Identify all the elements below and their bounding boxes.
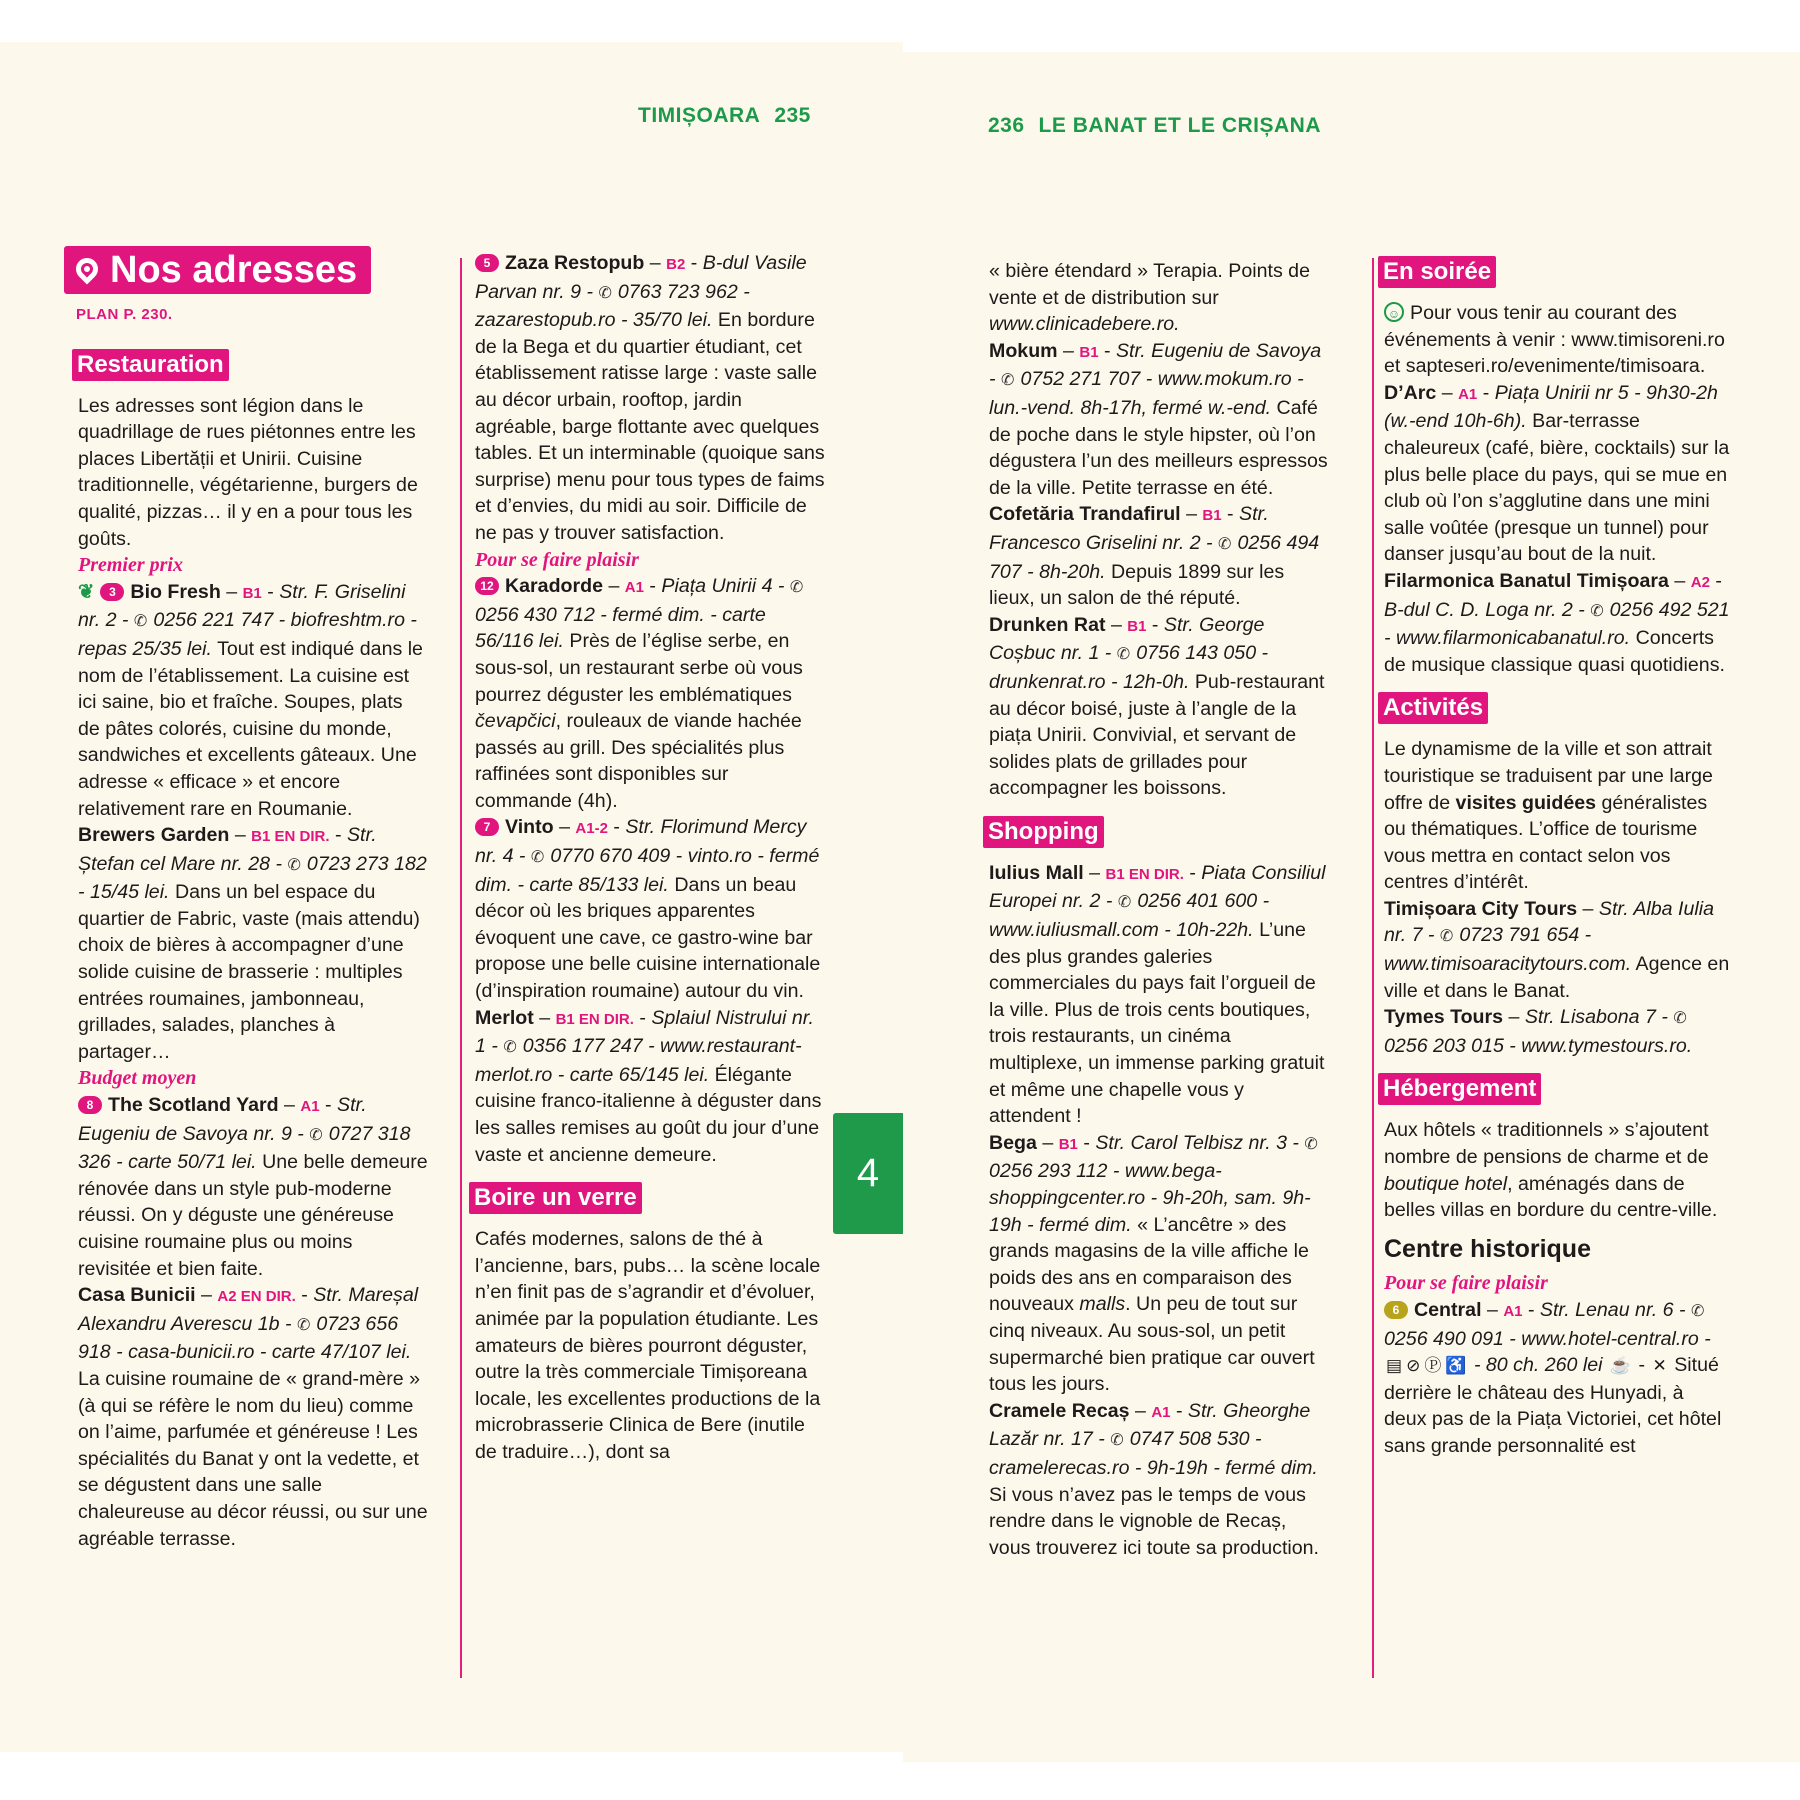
phone-icon: ✆ bbox=[1439, 928, 1454, 946]
map-number: 5 bbox=[475, 254, 499, 272]
chapter-title: TIMIȘOARA bbox=[638, 104, 761, 127]
breakfast-icon: ☕ bbox=[1609, 1356, 1632, 1376]
map-number: 7 bbox=[475, 818, 499, 836]
price-category: Premier prix bbox=[78, 554, 183, 577]
leaf-icon: ❦ bbox=[78, 580, 95, 603]
column-2 bbox=[475, 250, 825, 1466]
section-heading: Shopping bbox=[983, 816, 1104, 848]
column-1 bbox=[78, 246, 428, 1552]
chapter-title: LE BANAT ET LE CRIȘANA bbox=[1038, 114, 1321, 137]
listing-central: 6 Central – A1 - Str. Lenau nr. 6 - ✆ 0256 490 091 - www.hotel-central.ro - ▤ ⊘ Ⓟ ♿ - 80 ch. 260 lei ☕ - ✕ Situé derrière le château des Hunyadi, à deux pas de la Piața Victoriei, cet hôtel sans grande personnalité est bbox=[1384, 1299, 1722, 1457]
page-number: 235 bbox=[774, 104, 811, 127]
phone-icon: ✆ bbox=[530, 849, 545, 867]
listing-brewers-garden: Brewers Garden – B1 EN DIR. - Str. Ștefan cel Mare nr. 28 - ✆ 0723 273 182 - 15/45 lei. Dans un bel espace du quartier de Fabric, vaste (mais attendu) choix de bières à accompagner d’une solide cuisine de brasserie : multiples entrées roumaines, jambonneau, grillades, salades, planches à partager… bbox=[78, 824, 427, 1063]
no-smoking-icon: ⊘ bbox=[1406, 1356, 1421, 1376]
listing-casa-bunicii: Casa Bunicii – A2 EN DIR. - Str. Mareșal Alexandru Averescu 1b - ✆ 0723 656 918 - casa-bunicii.ro - carte 47/107 lei. La cuisine roumaine de « grand-mère » (à qui se réfère le nom du lieu) comme on l’aime, parfumée et généreuse ! Les spécialités du Banat y ont la vedette, et se dégustent dans une salle chaleureuse au décor réussi, ou sur une agréable terrasse. bbox=[78, 1284, 428, 1550]
listing-cramele-recas: Cramele Recaș – A1 - Str. Gheorghe Lazăr nr. 17 - ✆ 0747 508 530 - cramelerecas.ro - 9h-19h - fermé dim. Si vous n’avez pas le temps de vous rendre dans le vignoble de Recaș, vous trouverez ici toute sa production. bbox=[989, 1399, 1320, 1559]
phone-icon: ✆ bbox=[503, 1039, 517, 1057]
listing-vinto: 7 Vinto – A1-2 - Str. Florimund Mercy nr. 4 - ✆ 0770 670 409 - vinto.ro - fermé dim. - carte 85/133 lei. Dans un beau décor où les briques apparentes évoquent une cave, ce gastro-wine bar propose une belle cuisine internationale (d’inspiration roumaine) autour du vin. bbox=[475, 816, 821, 1003]
section-heading: En soirée bbox=[1378, 256, 1496, 288]
map-number: 3 bbox=[100, 583, 124, 601]
phone-icon: ✆ bbox=[287, 856, 301, 874]
parking-icon: Ⓟ bbox=[1424, 1356, 1442, 1376]
listing-cofetaria: Cofetăria Trandafirul – B1 - Str. Francesco Griselini nr. 2 - ✆ 0256 494 707 - 8h-20h. Depuis 1899 sur les lieux, un salon de thé réputé. bbox=[989, 503, 1320, 610]
phone-icon: ✆ bbox=[296, 1316, 311, 1334]
section-heading: Boire un verre bbox=[469, 1182, 642, 1214]
phone-icon: ✆ bbox=[1590, 602, 1604, 620]
listing-zaza-restopub: 5 Zaza Restopub – B2 - B-dul Vasile Parvan nr. 9 - ✆ 0763 723 962 - zazarestopub.ro - 35/70 lei. En bordure de la Bega et du quartier étudiant, cet établissement ratisse large : vaste salle au décor urbain, rooftop, jardin agréable, barge flottante avec quelques tables. Et un interminable (quoique sans surprise) menu pour tous types de faims et d’envies, du midi au soir. Difficile de ne pas y trouver satisfaction. bbox=[475, 252, 825, 544]
phone-icon: ✆ bbox=[1304, 1135, 1318, 1153]
intro-text: Les adresses sont légion dans le quadrillage de rues piétonnes entre les places Libertății et Unirii. Cuisine traditionnelle, végétarienne, burgers de qualité, pizzas… il y en a pour tous les goûts. bbox=[78, 394, 418, 550]
listing-bega: Bega – B1 - Str. Carol Telbisz nr. 3 - ✆ 0256 293 112 - www.bega-shoppingcenter.ro - 9h-20h, sam. 9h-19h - fermé dim. « L’ancêtre » des grands magasins de la ville affiche le poids des ans en comparaison des nouveaux malls. Un peu de tout sur cinq niveaux. Au sous-sol, un petit supermarché bien pratique car ouvert tous les jours. bbox=[989, 1131, 1318, 1396]
column-rule bbox=[1372, 258, 1374, 1678]
price-category: Pour se faire plaisir bbox=[1384, 1272, 1548, 1295]
intro-text: ☺ Pour vous tenir au courant des événements à venir : www.timisoreni.ro et sapteseri.ro/evenimente/timisoara. bbox=[1384, 302, 1725, 378]
section-heading: Restauration bbox=[72, 349, 229, 381]
listing-scotland-yard: 8 The Scotland Yard – A1 - Str. Eugeniu de Savoya nr. 9 - ✆ 0727 318 326 - carte 50/71 lei. Une belle demeure rénovée dans un style pub-moderne réussi. On y déguste une généreuse cuisine roumaine plus ou moins revisitée et bien faite. bbox=[78, 1094, 428, 1280]
intro-text: Cafés modernes, salons de thé à l’ancienne, bars, pubs… la scène locale n’en finit pas de s’agrandir et d’évoluer, animée par la population étudiante. Les amateurs de bières pourront déguster, outre la très commerciale Timișoreana locale, les excellentes productions de la microbrasserie Clinica de Bere (inutile de traduire…), dont sa bbox=[475, 1228, 821, 1463]
listing-bio-fresh: ❦ 3 Bio Fresh – B1 - Str. F. Griselini nr. 2 - ✆ 0256 221 747 - biofreshtm.ro - repas 25/35 lei. Tout est indiqué dans le nom de l’établissement. La cuisine est ici saine, bio et fraîche. Soupes, plats de pâtes colorés, cuisine du monde, sandwiches et excellents gâteaux. Une adresse « efficace » et encore relativement rare en Roumanie. bbox=[78, 580, 423, 820]
listing-merlot: Merlot – B1 EN DIR. - Splaiul Nistrului nr. 1 - ✆ 0356 177 247 - www.restaurant-merlot.ro - carte 65/145 lei. Élégante cuisine franco-italienne à déguster dans les salles remises au goût du jour d’une vaste et ancienne demeure. bbox=[475, 1006, 822, 1166]
column-4 bbox=[1384, 256, 1730, 1460]
phone-icon: ✆ bbox=[1000, 372, 1015, 390]
price-category: Budget moyen bbox=[78, 1067, 197, 1090]
listing-darc: D’Arc – A1 - Piața Unirii nr 5 - 9h30-2h (w.-end 10h-6h). Bar-terrasse chaleureux (café, bière, cocktails) sur la plus belle place du pays, qui se mue en club où l’on s’agglutine dans une mini salle voûtée (presque un tunnel) pour danser jusqu’au bout de la nuit. bbox=[1384, 381, 1730, 566]
continued-text: « bière étendard » Terapia. Points de vente et de distribution sur www.clinicadebere.ro. bbox=[989, 260, 1310, 336]
phone-icon: ✆ bbox=[133, 613, 148, 631]
listing-filarmonica: Filarmonica Banatul Timișoara – A2 - B-dul C. D. Loga nr. 2 - ✆ 0256 492 521 - www.filarmonicabanatul.ro. Concerts de musique classique quasi quotidiens. bbox=[1384, 569, 1730, 676]
listing-mokum: Mokum – B1 - Str. Eugeniu de Savoya - ✆ 0752 271 707 - www.mokum.ro - lun.-vend. 8h-17h, fermé w.-end. Café de poche dans le style hipster, où l’on dégustera l’un des meilleurs espressos de la ville. Petite terrasse en été. bbox=[989, 339, 1328, 499]
map-pin-icon bbox=[71, 253, 102, 284]
map-number: 8 bbox=[78, 1096, 102, 1114]
column-3 bbox=[989, 258, 1329, 1561]
running-head-right bbox=[988, 114, 1321, 138]
listing-iulius-mall: Iulius Mall – B1 EN DIR. - Piata Consiliul Europei nr. 2 - ✆ 0256 401 600 - www.iuliusmall.com - 10h-22h. L’une des plus grandes galeries commerciales du pays fait l’orgueil de la ville. Plus de trois cents boutiques, trois restaurants, un cinéma multiplexe, un immense parking gratuit et même une chapelle vous y attendent ! bbox=[989, 861, 1326, 1128]
intro-text: Le dynamisme de la ville et son attrait touristique se traduisent par une large offre de visites guidées généralistes ou thématiques. L’office de tourisme vous mettra en contact selon vos centres d’intérêt. bbox=[1384, 738, 1713, 894]
listing-tymes-tours: Tymes Tours – Str. Lisabona 7 - ✆ 0256 203 015 - www.tymestours.ro. bbox=[1384, 1006, 1693, 1057]
phone-icon: ✆ bbox=[1110, 1432, 1124, 1450]
section-title: Nos adresses bbox=[64, 246, 371, 294]
smiley-icon: ☺ bbox=[1384, 302, 1404, 322]
phone-icon: ✆ bbox=[1673, 1010, 1687, 1028]
listing-city-tours: Timișoara City Tours – Str. Alba Iulia nr. 7 - ✆ 0723 791 654 - www.timisoaracitytours.com. Agence en ville et dans le Banat. bbox=[1384, 897, 1730, 1002]
listing-drunken-rat: Drunken Rat – B1 - Str. George Coșbuc nr. 1 - ✆ 0756 143 050 - drunkenrat.ro - 12h-0h. Pub-restaurant au décor boisé, juste à l’angle de la piața Unirii. Convivial, et servant de solides plats de grillades pour accompagner les boissons. bbox=[989, 613, 1325, 800]
wheelchair-icon: ♿ bbox=[1445, 1356, 1467, 1376]
running-head-left bbox=[638, 104, 825, 128]
chapter-tab: 4 bbox=[833, 1113, 903, 1234]
subsection-heading: Centre historique bbox=[1384, 1234, 1591, 1263]
listing-karadorde: 12 Karadorde – A1 - Piața Unirii 4 - ✆ 0256 430 712 - fermé dim. - carte 56/116 lei. Près de l’église serbe, en sous-sol, un restaurant serbe où vous pourrez déguster les emblématiques čevapčici, rouleaux de viande hachée passés au grill. Des spécialités plus raffinées sont disponibles sur commande (4h). bbox=[475, 575, 804, 812]
phone-icon: ✆ bbox=[1117, 894, 1132, 912]
intro-text: Aux hôtels « traditionnels » s’ajoutent nombre de pensions de charme et de boutique hotel, aménagés dans de belles villas en bordure du centre-ville. bbox=[1384, 1119, 1718, 1222]
plan-reference: PLAN P. 230. bbox=[76, 306, 173, 323]
phone-icon: ✆ bbox=[309, 1126, 323, 1144]
column-rule bbox=[460, 258, 462, 1678]
map-number: 12 bbox=[475, 577, 499, 595]
phone-icon: ✆ bbox=[1690, 1303, 1705, 1320]
phone-icon: ✆ bbox=[1218, 535, 1232, 553]
map-number: 6 bbox=[1384, 1301, 1408, 1319]
restaurant-icon: ✕ bbox=[1652, 1356, 1667, 1376]
page-number: 236 bbox=[988, 114, 1025, 137]
phone-icon: ✆ bbox=[789, 579, 804, 597]
tv-icon: ▤ bbox=[1386, 1356, 1403, 1376]
section-heading: Hébergement bbox=[1378, 1073, 1541, 1105]
section-heading: Activités bbox=[1378, 692, 1488, 724]
phone-icon: ✆ bbox=[1116, 646, 1131, 664]
phone-icon: ✆ bbox=[598, 284, 612, 302]
price-category: Pour se faire plaisir bbox=[475, 548, 639, 571]
